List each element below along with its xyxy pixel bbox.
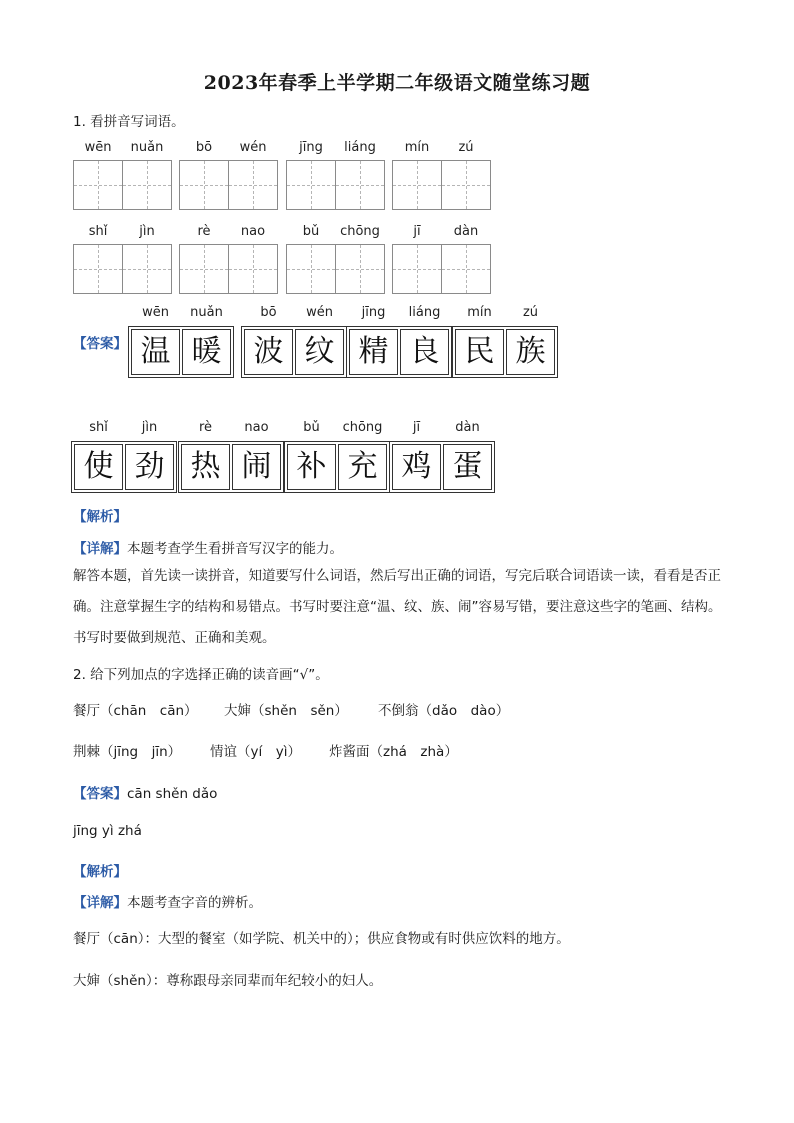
q2-option: 不倒翁（dǎo dào） xyxy=(378,703,510,719)
pinyin-label: bǔ xyxy=(302,224,320,239)
writing-cell[interactable] xyxy=(335,224,385,294)
answer-box-group xyxy=(71,420,177,493)
answer-tag: 【答案】 xyxy=(73,336,127,352)
q1-prompt: 1. 看拼音写词语。 xyxy=(73,114,185,130)
pinyin-label: jìn xyxy=(141,420,158,435)
q2-option: 荆棘（jīng jīn） xyxy=(73,744,182,760)
answer-cell xyxy=(392,420,441,490)
detail-line xyxy=(73,537,343,557)
pinyin-label: shǐ xyxy=(89,420,108,435)
writing-cell[interactable] xyxy=(392,224,442,294)
pinyin-label: nuǎn xyxy=(130,140,164,155)
answer-box-group xyxy=(241,305,347,378)
answer-box-group xyxy=(128,305,234,378)
answer-character: 补 xyxy=(296,449,327,484)
pinyin-label: zú xyxy=(522,305,539,320)
pinyin-label: jīng xyxy=(299,140,323,155)
answer-box-group xyxy=(178,420,284,493)
pinyin-label: rè xyxy=(198,420,213,435)
pinyin-label: bō xyxy=(195,140,213,155)
answer-character: 蛋 xyxy=(452,449,483,484)
answer-box-group xyxy=(452,305,558,378)
detail-tag: 【详解】 xyxy=(73,895,127,911)
pinyin-label: wén xyxy=(239,140,267,155)
pinyin-label: nao xyxy=(240,224,266,239)
answer-cell xyxy=(295,305,344,375)
answer-character: 民 xyxy=(464,334,495,369)
pinyin-label: mín xyxy=(467,305,492,320)
q2-option: 餐厅（chān cān） xyxy=(73,703,198,719)
answer-cell xyxy=(74,420,123,490)
answer-cell xyxy=(232,420,281,490)
answer-text-2: jīng yì zhá xyxy=(73,823,142,839)
pinyin-label: jīng xyxy=(361,305,386,320)
answer-line xyxy=(73,782,217,802)
answer-character: 精 xyxy=(358,334,389,369)
pinyin-box-group xyxy=(286,140,385,210)
pinyin-label: dàn xyxy=(455,420,480,435)
pinyin-label: chōng xyxy=(340,224,380,239)
pinyin-label: wēn xyxy=(84,140,112,155)
pinyin-label: mín xyxy=(404,140,430,155)
writing-cell[interactable] xyxy=(286,140,336,210)
answer-box-group xyxy=(284,420,390,493)
q2-option: 情谊（yí yì） xyxy=(210,744,301,760)
pinyin-label: nuǎn xyxy=(190,305,223,320)
q2-option: 大婶（shěn sěn） xyxy=(224,703,348,719)
writing-cell[interactable] xyxy=(441,140,491,210)
answer-cell xyxy=(287,420,336,490)
answer-character: 劲 xyxy=(134,449,165,484)
writing-cell[interactable] xyxy=(179,224,229,294)
answer-box-group xyxy=(389,420,495,493)
pinyin-box-group xyxy=(392,224,491,294)
definition-line: 餐厅（cān）：大型的餐室（如学院、机关中的）；供应食物或有时供应饮料的地方。 xyxy=(73,931,570,947)
answer-character: 暖 xyxy=(191,334,222,369)
explanation-paragraph: 解答本题，首先读一读拼音，知道要写什么词语，然后写出正确的词语，写完后联合词语读一读，看看是否正确。注意掌握生字的结构和易错点。书写时要注意“温、纹、族、闹”容易写错，要注意这些字的笔画、结构。书写时要做到规范、正确和美观。 xyxy=(73,568,722,646)
answer-text: cān shěn dǎo xyxy=(127,786,218,802)
q2-prompt: 2. 给下列加点的字选择正确的读音画“√”。 xyxy=(73,667,329,683)
answer-character: 闹 xyxy=(241,449,272,484)
detail-line xyxy=(73,891,262,911)
writing-cell[interactable] xyxy=(179,140,229,210)
writing-cell[interactable] xyxy=(441,224,491,294)
pinyin-box-group xyxy=(73,224,172,294)
answer-box-group xyxy=(346,305,452,378)
answer-character: 波 xyxy=(253,334,284,369)
answer-cell xyxy=(131,305,180,375)
answer-cell xyxy=(506,305,555,375)
answer-character: 充 xyxy=(347,449,378,484)
answer-character: 热 xyxy=(190,449,221,484)
answer-cell xyxy=(349,305,398,375)
pinyin-box-group xyxy=(286,224,385,294)
writing-cell[interactable] xyxy=(228,140,278,210)
pinyin-label: liáng xyxy=(344,140,376,155)
answer-character: 纹 xyxy=(304,334,335,369)
analysis-tag: 【解析】 xyxy=(73,864,127,880)
pinyin-box-group xyxy=(392,140,491,210)
pinyin-label: shǐ xyxy=(88,224,108,239)
answer-cell xyxy=(182,305,231,375)
writing-cell[interactable] xyxy=(73,224,123,294)
pinyin-box-group xyxy=(179,140,278,210)
writing-cell[interactable] xyxy=(286,224,336,294)
answer-character: 使 xyxy=(83,449,114,484)
writing-cell[interactable] xyxy=(122,140,172,210)
answer-cell xyxy=(338,420,387,490)
detail-tag: 【详解】 xyxy=(73,541,127,557)
writing-cell[interactable] xyxy=(392,140,442,210)
writing-cell[interactable] xyxy=(122,224,172,294)
answer-character: 族 xyxy=(515,334,546,369)
answer-cell xyxy=(400,305,449,375)
writing-cell[interactable] xyxy=(73,140,123,210)
pinyin-label: jìn xyxy=(139,224,155,239)
detail-text: 本题考查学生看拼音写汉字的能力。 xyxy=(127,541,343,557)
pinyin-label: wēn xyxy=(142,305,169,320)
answer-character: 良 xyxy=(409,334,440,369)
writing-cell[interactable] xyxy=(228,224,278,294)
pinyin-label: rè xyxy=(197,224,211,239)
definition-line: 大婶（shěn）：尊称跟母亲同辈而年纪较小的妇人。 xyxy=(73,973,383,989)
writing-cell[interactable] xyxy=(335,140,385,210)
answer-cell xyxy=(181,420,230,490)
answer-cell xyxy=(125,420,174,490)
page-title: 2023年春季上半学期二年级语文随堂练习题 xyxy=(203,72,591,94)
answer-cell xyxy=(244,305,293,375)
pinyin-label: nao xyxy=(244,420,269,435)
pinyin-box-group xyxy=(73,140,172,210)
answer-character: 温 xyxy=(140,334,171,369)
pinyin-label: chōng xyxy=(342,420,383,435)
answer-character: 鸡 xyxy=(401,449,432,484)
answer-cell xyxy=(443,420,492,490)
analysis-tag: 【解析】 xyxy=(73,509,127,525)
pinyin-box-group xyxy=(179,224,278,294)
pinyin-label: dàn xyxy=(453,224,479,239)
pinyin-label: liáng xyxy=(408,305,441,320)
pinyin-label: zú xyxy=(458,140,474,155)
answer-tag: 【答案】 xyxy=(73,786,127,802)
pinyin-label: jī xyxy=(413,224,421,239)
pinyin-label: bō xyxy=(260,305,277,320)
detail-text: 本题考查字音的辨析。 xyxy=(127,895,262,911)
pinyin-label: bǔ xyxy=(303,420,320,435)
pinyin-label: jī xyxy=(412,420,421,435)
answer-cell xyxy=(455,305,504,375)
q2-option: 炸酱面（zhá zhà） xyxy=(329,744,458,760)
pinyin-label: wén xyxy=(306,305,333,320)
